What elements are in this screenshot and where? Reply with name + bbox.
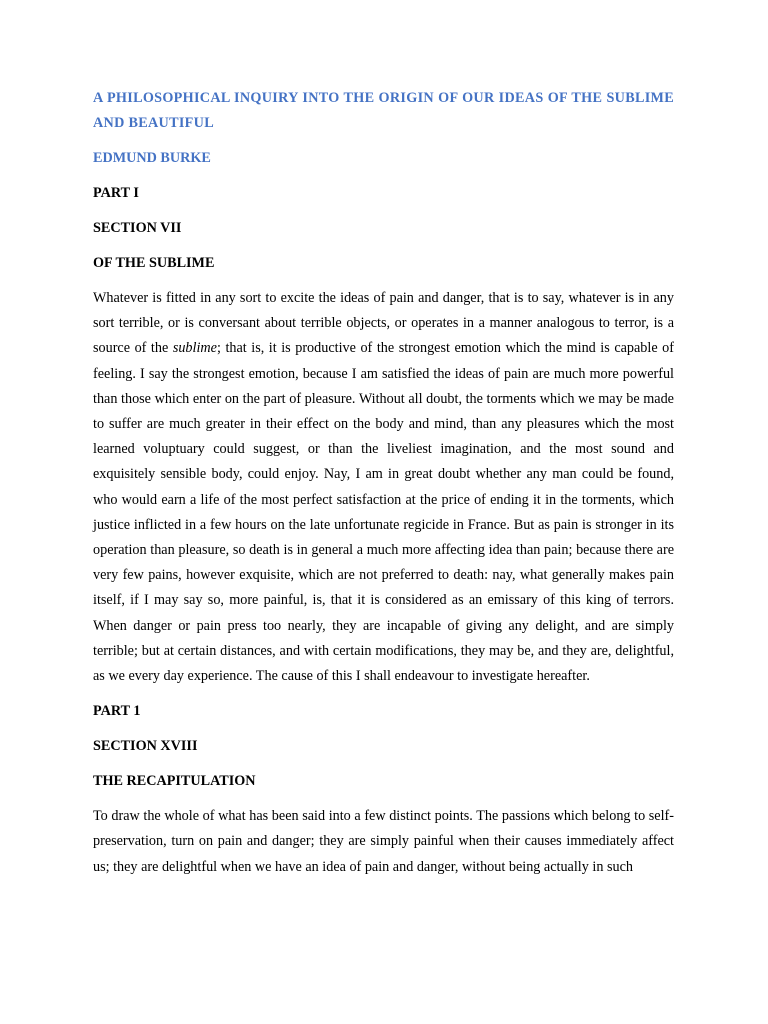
body-paragraph: To draw the whole of what has been said into a few distinct points. The passions which belong to self-preservation, turn on pain and danger; they are simply painful when their causes immediately affect us; they are delightful when we have an idea of pain and danger, without being actually in such xyxy=(93,808,674,875)
part-heading: PART I xyxy=(93,185,139,201)
paragraph-text-part: ; that is, it is productive of the strongest emotion which the mind is capable of feeling. I say the strongest emotion, because I am satisfied the ideas of pain are much more powerful than those which enter on the part of pleasure. Without all doubt, the torments which we may be made to suffer are much greater in their effect on the body and mind, than any pleasures which the most learned voluptuary could suggest, or than the liveliest imagination, and the most sound and exquisitely sensible body, could enjoy. Nay, I am in great doubt whether any man could be found, who would earn a life of the most perfect satisfaction at the price of ending it in the torments, which justice inflicted in a few hours on the late unfortunate regicide in France. But as pain is stronger in its operation than pleasure, so death is in general a much more affecting idea than pain; because there are very few pains, however exquisite, which are not preferred to death: nay, what generally makes pain itself, if I may say so, more painful, is, that it is considered as an emissary of this king of terrors. When danger or pain press too nearly, they are incapable of giving any delight, and are simply terrible; but at certain distances, and with certain modifications, they may be, and they are, delightful, as we every day experience. The cause of this I shall endeavour to investigate hereafter. xyxy=(93,340,674,685)
body-paragraph xyxy=(93,286,674,689)
section-title: OF THE SUBLIME xyxy=(93,255,215,271)
section-heading: SECTION VII xyxy=(93,220,182,236)
document-title: A PHILOSOPHICAL INQUIRY INTO THE ORIGIN OF OUR IDEAS OF THE SUBLIME AND BEAUTIFUL xyxy=(93,90,674,131)
author-name: EDMUND BURKE xyxy=(93,150,211,166)
italic-term: sublime xyxy=(172,340,217,357)
paragraph-text-part: Whatever is fitted in any sort to excite the ideas of pain and danger, that is to say, whatever is in any sort terrible, or is conversant about terrible objects, or operates in a manner analogous to terror, is a source of the xyxy=(93,290,674,357)
part-heading: PART 1 xyxy=(93,703,141,720)
section-heading: SECTION XVIII xyxy=(93,738,198,755)
section-title: THE RECAPITULATION xyxy=(93,773,256,790)
